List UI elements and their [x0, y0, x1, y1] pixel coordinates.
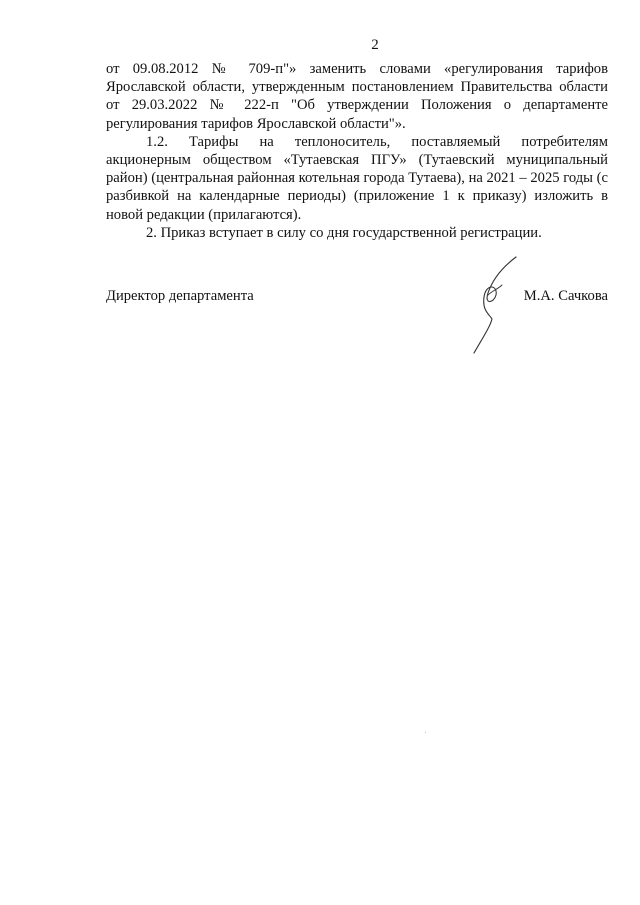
signatory-name: М.А. Сачкова: [523, 288, 608, 304]
handwritten-signature: [464, 255, 524, 355]
signature-block: [106, 288, 608, 358]
signatory-title: Директор департамента: [106, 288, 254, 304]
paragraph-effective-date: 2. Приказ вступает в силу со дня государственной регистрации.: [146, 224, 542, 241]
page-number: 2: [371, 37, 379, 53]
document-body: [106, 60, 608, 242]
paragraph-amendment-continuation: от 09.08.2012 № 709-п"» заменить словами «регулирования тарифов Ярославской области, утвержденным постановлением Правительства области от 29.03.2022 № 222-п "Об утверждении Положения о департаменте регулирования тарифов Ярославской области"».: [106, 61, 608, 132]
scan-speck: [425, 732, 426, 733]
paragraph-tariffs: 1.2. Тарифы на теплоноситель, поставляемый потребителям акционерным обществом «Тутаевская ПГУ» (Тутаевский муниципальный район) (центральная районная котельная города Тутаева), на 2021 – 2025 годы (с разбивкой на календарные периоды) (приложение 1 к приказу) изложить в новой редакции (прилагаются).: [106, 133, 608, 223]
